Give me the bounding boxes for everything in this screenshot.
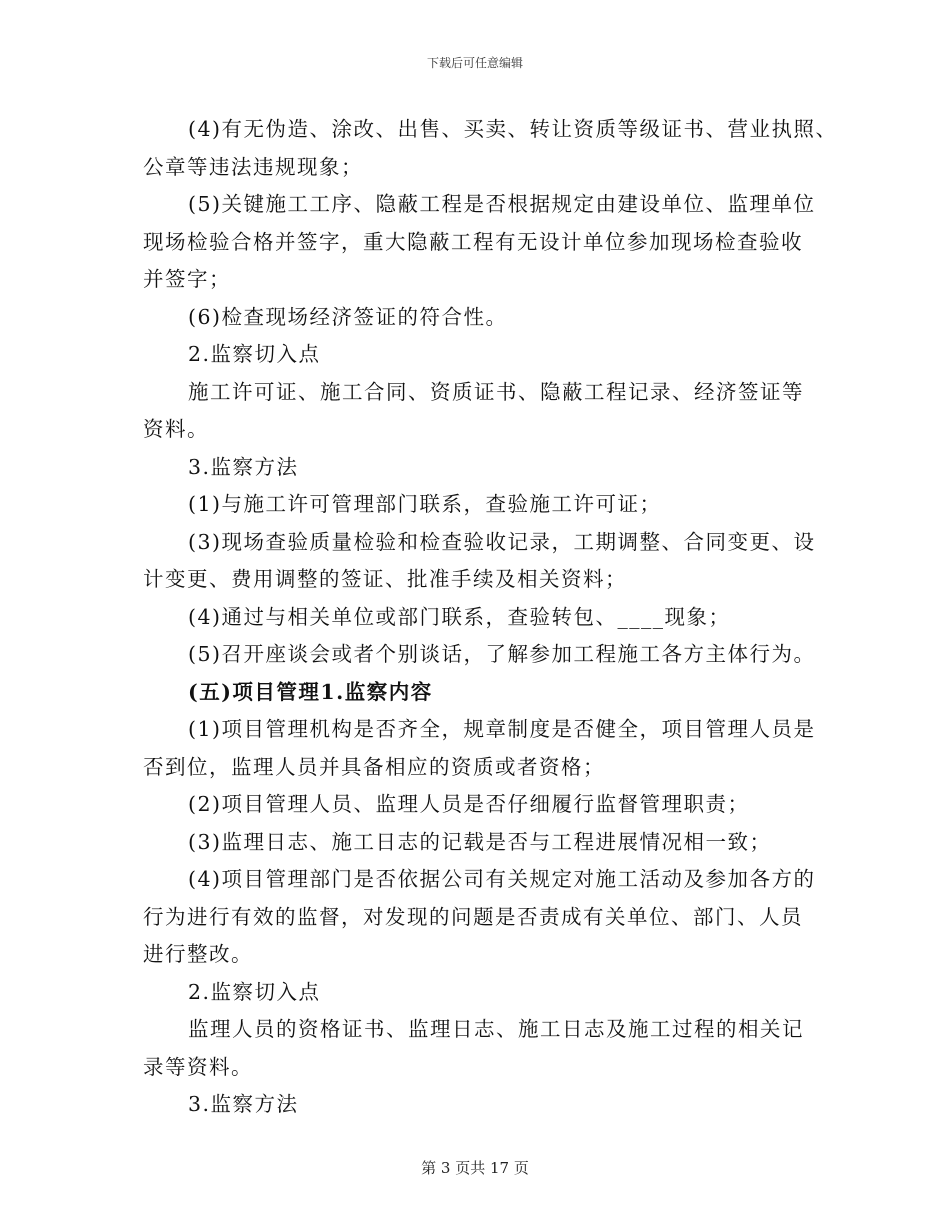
text-line: (1)与施工许可管理部门联系，查验施工许可证； <box>188 492 662 516</box>
text-line: (4)有无伪造、涂改、出售、买卖、转让资质等级证书、营业执照、 <box>188 117 838 141</box>
text-line: (6)检查现场经济签证的符合性。 <box>188 304 508 329</box>
text-line: (3)监理日志、施工日志的记载是否与工程进展情况相一致； <box>188 829 772 854</box>
text-line: 并签字； <box>143 267 231 291</box>
text-line: 3.监察方法 <box>188 454 299 479</box>
text-line: 2.监察切入点 <box>188 979 321 1004</box>
text-line: 录等资料。 <box>143 1054 253 1079</box>
text-line: 资料。 <box>143 417 209 441</box>
page-header: 下载后可任意编辑 <box>426 56 523 70</box>
text-line: 进行整改。 <box>143 942 253 966</box>
text-line: (3)现场查验质量检验和检查验收记录，工期调整、合同变更、设 <box>188 529 816 554</box>
text-line: 否到位，监理人员并具备相应的资质或者资格； <box>143 754 605 779</box>
text-line: 行为进行有效的监督，对发现的问题是否责成有关单位、部门、人员 <box>143 904 803 929</box>
document-body <box>143 111 838 1124</box>
section-heading: (五)项目管理1.监察内容 <box>188 679 433 704</box>
text-line: (2)项目管理人员、监理人员是否仔细履行监督管理职责； <box>188 792 750 816</box>
text-line: (5)召开座谈会或者个别谈话，了解参加工程施工各方主体行为。 <box>188 642 816 666</box>
text-line: 施工许可证、施工合同、资质证书、隐蔽工程记录、经济签证等 <box>188 379 804 404</box>
page-number: 第 3 页共 17 页 <box>421 1159 529 1177</box>
text-line: (5)关键施工工序、隐蔽工程是否根据规定由建设单位、监理单位 <box>188 192 816 216</box>
text-line: (4)通过与相关单位或部门联系，查验转包、____现象； <box>188 604 731 629</box>
text-line: 现场检验合格并签字，重大隐蔽工程有无设计单位参加现场检查验收 <box>143 229 803 254</box>
text-line: 公章等违法违规现象； <box>143 154 363 179</box>
text-line: 2.监察切入点 <box>188 342 321 366</box>
text-line: (4)项目管理部门是否依据公司有关规定对施工活动及参加各方的 <box>188 867 816 891</box>
text-line: 监理人员的资格证书、监理日志、施工日志及施工过程的相关记 <box>188 1017 804 1041</box>
text-line: (1)项目管理机构是否齐全，规章制度是否健全，项目管理人员是 <box>188 717 816 741</box>
text-line: 计变更、费用调整的签证、批准手续及相关资料； <box>143 567 627 591</box>
text-line: 3.监察方法 <box>188 1092 299 1116</box>
